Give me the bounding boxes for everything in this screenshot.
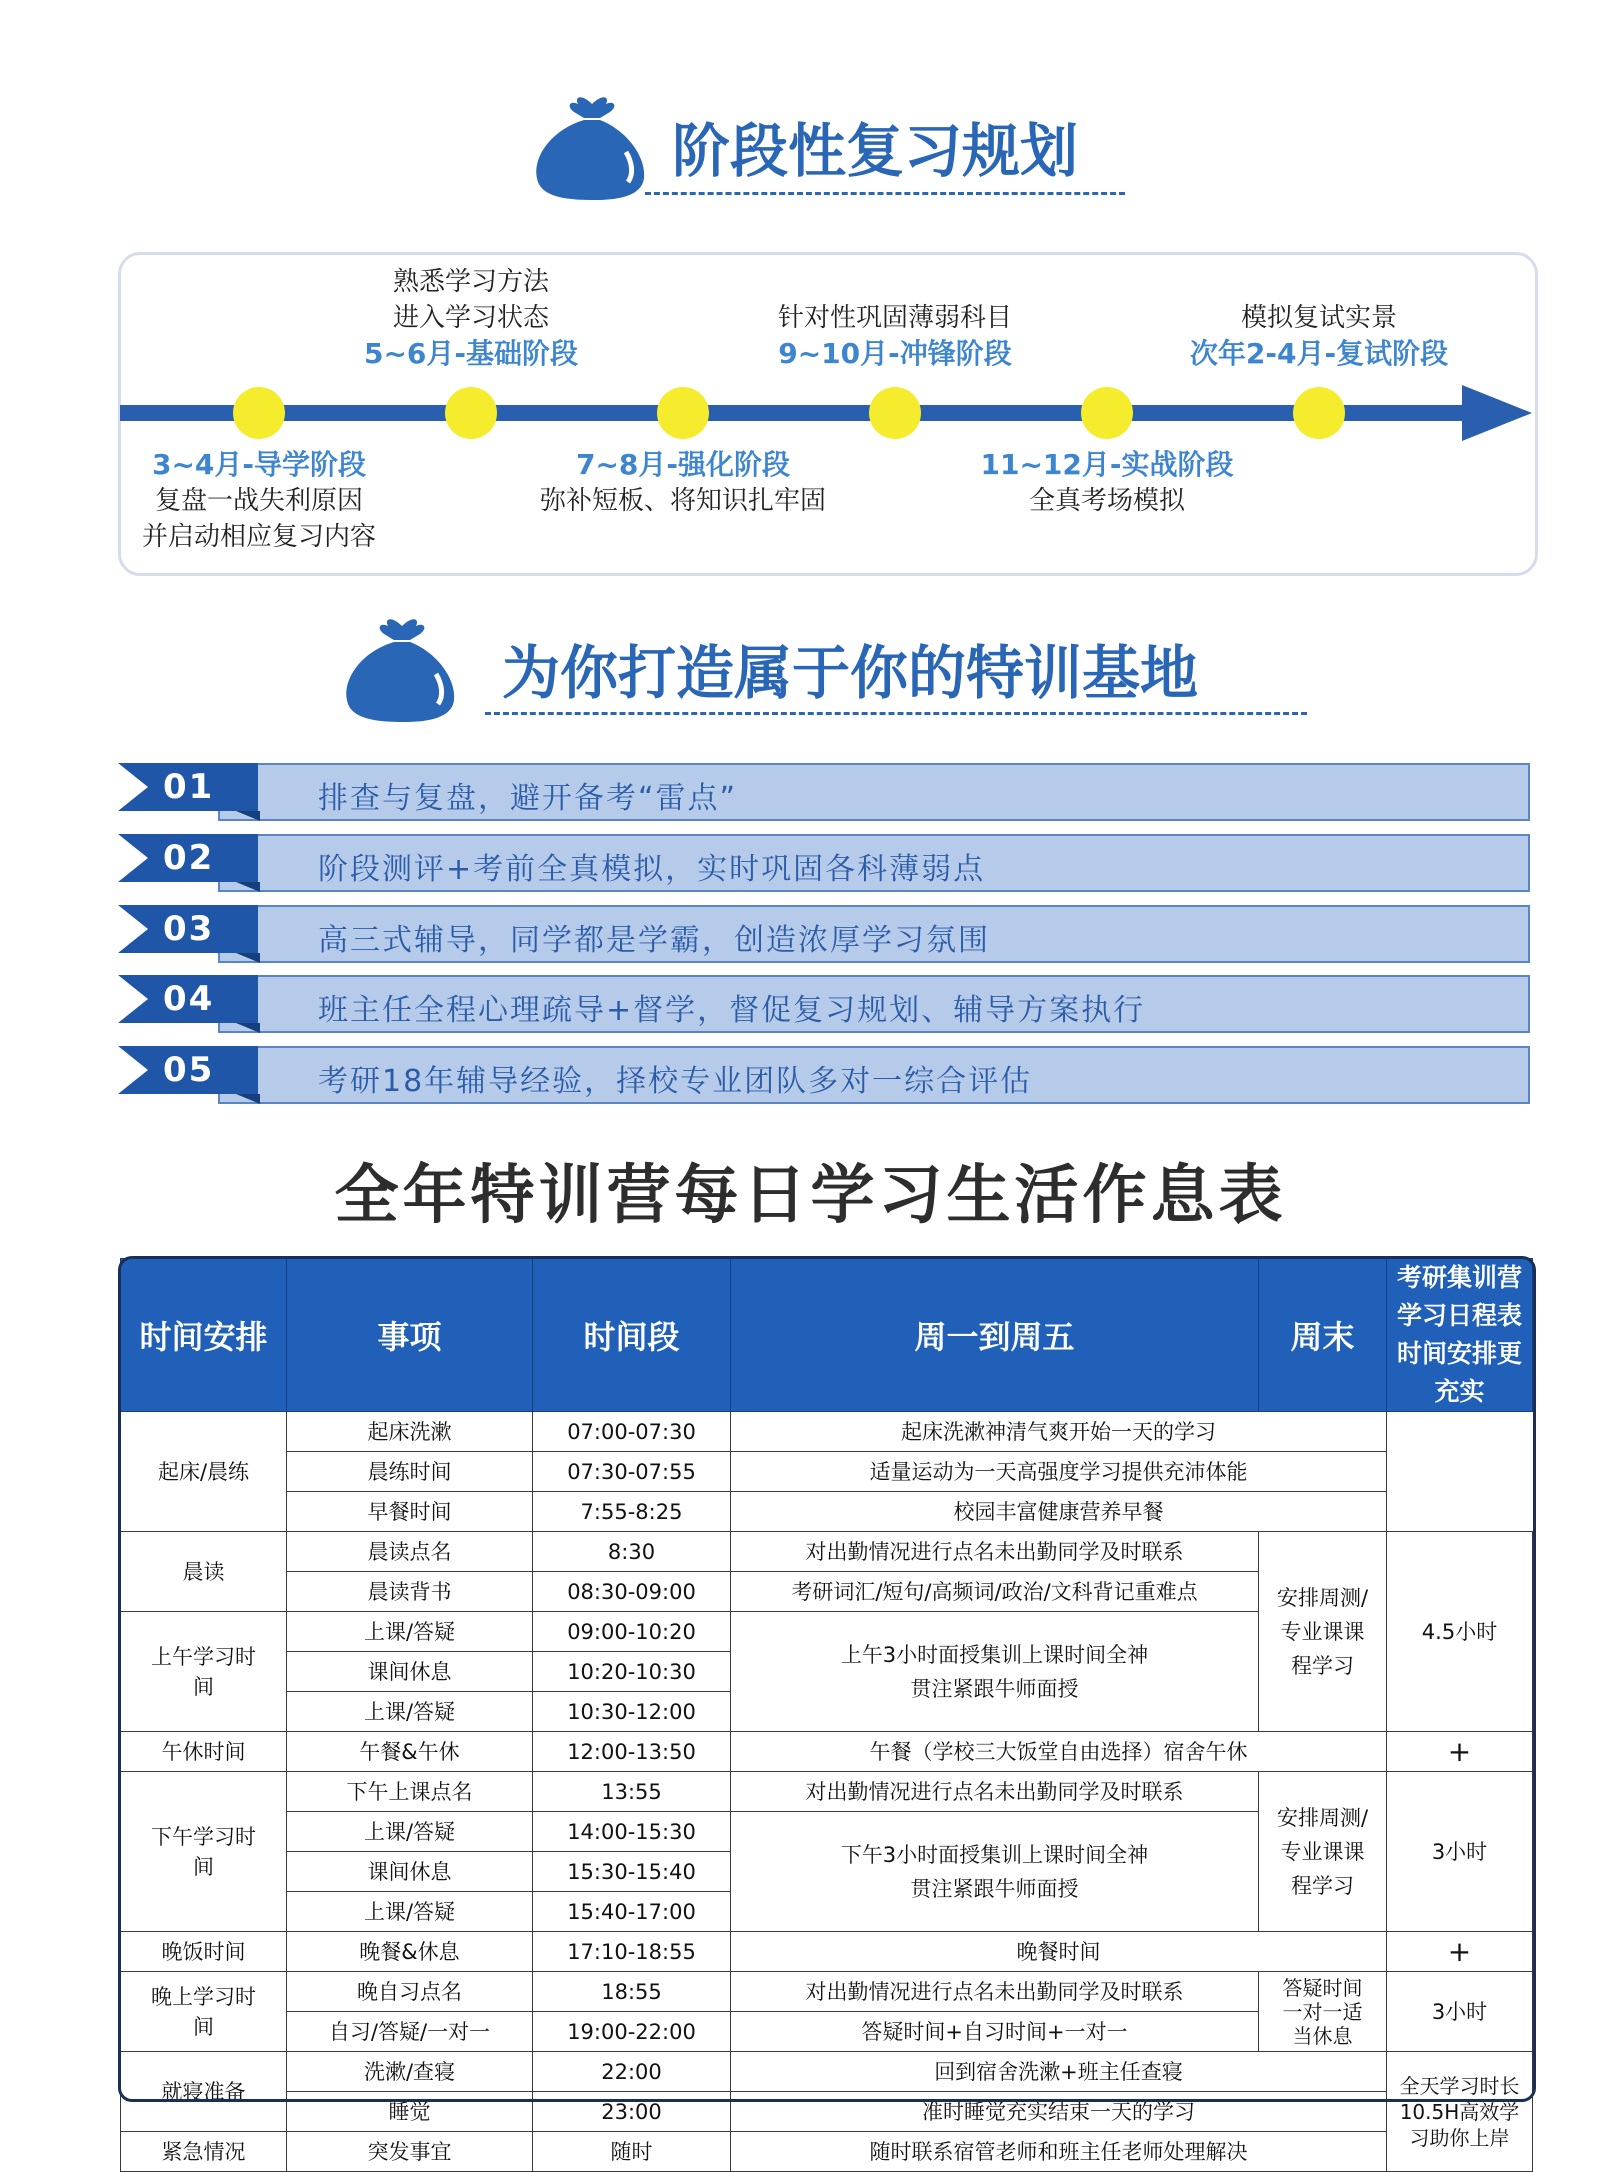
- timeline-stage-top: [725, 300, 1065, 372]
- table-row: [121, 1772, 1533, 1812]
- time-group: 午休时间: [121, 1732, 287, 1772]
- item-cell: 午餐&午休: [287, 1732, 533, 1772]
- feature-bar: [118, 763, 1530, 821]
- stage-desc: 进入学习状态: [392, 303, 549, 333]
- stage-phase: 5~6月-基础阶段: [363, 337, 579, 370]
- time-cell: 17:10-18:55: [533, 1932, 731, 1972]
- time-cell: 15:40-17:00: [533, 1892, 731, 1932]
- stage-desc: 全真考场模拟: [1028, 486, 1185, 516]
- table-row: [121, 1972, 1533, 2012]
- column-header: 周末: [1259, 1259, 1387, 1412]
- table-row: [121, 1732, 1533, 1772]
- feature-text: 排查与复盘，避开备考“雷点”: [318, 781, 738, 816]
- item-cell: 课间休息: [287, 1652, 533, 1692]
- time-cell: 22:00: [533, 2052, 731, 2092]
- time-cell: 7:55-8:25: [533, 1492, 731, 1532]
- time-group: 紧急情况: [121, 2132, 287, 2172]
- item-cell: 课间休息: [287, 1852, 533, 1892]
- item-cell: 上课/答疑: [287, 1812, 533, 1852]
- stage-desc: 复盘一战失利原因: [154, 486, 363, 516]
- timeline-stage-bottom: [937, 447, 1277, 519]
- stage-desc: 弥补短板、将知识扎牢固: [539, 486, 826, 516]
- time-cell: 10:20-10:30: [533, 1652, 731, 1692]
- stage-desc: 并启动相应复习内容: [141, 522, 376, 552]
- money-bag-icon: [530, 90, 652, 202]
- stage-phase: 11~12月-实战阶段: [980, 448, 1234, 481]
- feature-number: 03: [163, 909, 215, 949]
- column-header: 时间安排: [121, 1259, 287, 1412]
- section-title-underline: [645, 192, 1125, 195]
- section-title-training-base: 为你打造属于你的特训基地: [502, 639, 1199, 707]
- table-row: [121, 1412, 1533, 1452]
- feature-text: 高三式辅导，同学都是学霸，创造浓厚学习氛围: [318, 923, 990, 958]
- table-row: [121, 2092, 1533, 2132]
- time-cell: 09:00-10:20: [533, 1612, 731, 1652]
- desc-cell: 对出勤情况进行点名未出勤同学及时联系: [731, 1532, 1259, 1572]
- summary-cell: 全天学习时长10.5H高效学习助你上岸: [1387, 2052, 1533, 2172]
- item-cell: 突发事宜: [287, 2132, 533, 2172]
- table-header-row: [121, 1259, 1533, 1412]
- time-cell: 12:00-13:50: [533, 1732, 731, 1772]
- item-cell: 晨读背书: [287, 1572, 533, 1612]
- desc-cell: 适量运动为一天高强度学习提供充沛体能: [731, 1452, 1387, 1492]
- table-row: [121, 2132, 1533, 2172]
- desc-cell: 校园丰富健康营养早餐: [731, 1492, 1387, 1532]
- weekend-cell: 答疑时间一对一适当休息: [1259, 1972, 1387, 2052]
- time-cell: 07:00-07:30: [533, 1412, 731, 1452]
- time-group: 起床/晨练: [121, 1412, 287, 1532]
- timeline-stage-top: [1149, 300, 1489, 372]
- time-cell: 15:30-15:40: [533, 1852, 731, 1892]
- item-cell: 上课/答疑: [287, 1692, 533, 1732]
- time-cell: 随时: [533, 2132, 731, 2172]
- item-cell: 起床洗漱: [287, 1412, 533, 1452]
- table-row: [121, 1532, 1533, 1572]
- column-header: 事项: [287, 1259, 533, 1412]
- item-cell: 洗漱/查寝: [287, 2052, 533, 2092]
- column-header: 时间段: [533, 1259, 731, 1412]
- hours-cell: 4.5小时: [1387, 1532, 1533, 1732]
- weekend-cell: 安排周测/专业课课程学习: [1259, 1772, 1387, 1932]
- desc-cell: 随时联系宿管老师和班主任老师处理解决: [731, 2132, 1387, 2172]
- section-title-review-plan: 阶段性复习规划: [672, 117, 1079, 185]
- hours-cell: 3小时: [1387, 1972, 1533, 2052]
- desc-cell: 起床洗漱神清气爽开始一天的学习: [731, 1412, 1387, 1452]
- table-row: [121, 1492, 1533, 1532]
- stage-phase: 9~10月-冲锋阶段: [778, 337, 1012, 370]
- feature-bar: [118, 905, 1530, 963]
- stage-phase: 7~8月-强化阶段: [575, 448, 791, 481]
- timeline-stage-bottom: [513, 447, 853, 519]
- hours-cell: 3小时: [1387, 1772, 1533, 1932]
- feature-bar: [118, 975, 1530, 1033]
- stage-phase: 3~4月-导学阶段: [151, 448, 367, 481]
- desc-cell: 晚餐时间: [731, 1932, 1387, 1972]
- item-cell: 晚自习点名: [287, 1972, 533, 2012]
- schedule-table: [120, 1258, 1533, 2172]
- table-row: [121, 2052, 1533, 2092]
- stage-phase: 次年2-4月-复试阶段: [1189, 337, 1449, 370]
- timeline-track: [120, 405, 1470, 421]
- side-note: 考研集训营学习日程表时间安排更充实: [1387, 1259, 1533, 1412]
- timeline-stage-bottom: [89, 447, 429, 555]
- weekend-cell: 安排周测/专业课课程学习: [1259, 1532, 1387, 1732]
- time-group: 上午学习时间: [121, 1612, 287, 1732]
- time-cell: 10:30-12:00: [533, 1692, 731, 1732]
- time-group: 下午学习时间: [121, 1772, 287, 1932]
- feature-text: 班主任全程心理疏导+督学，督促复习规划、辅导方案执行: [318, 993, 1146, 1028]
- desc-cell: 下午3小时面授集训上课时间全神贯注紧跟牛师面授: [731, 1812, 1259, 1932]
- section-title-underline: [485, 712, 1307, 715]
- time-cell: 19:00-22:00: [533, 2012, 731, 2052]
- feature-bar: [118, 1046, 1530, 1104]
- desc-cell: 午餐（学校三大饭堂自由选择）宿舍午休: [731, 1732, 1387, 1772]
- timeline-arrow-icon: [1462, 385, 1532, 441]
- item-cell: 下午上课点名: [287, 1772, 533, 1812]
- feature-text: 考研18年辅导经验，择校专业团队多对一综合评估: [318, 1064, 1033, 1099]
- timeline-dot: [1293, 387, 1345, 439]
- time-group: 就寝准备: [121, 2052, 287, 2132]
- money-bag-icon: [340, 612, 462, 724]
- time-cell: 08:30-09:00: [533, 1572, 731, 1612]
- feature-number: 02: [163, 838, 215, 878]
- stage-desc: 针对性巩固薄弱科目: [777, 303, 1012, 333]
- feature-number: 04: [163, 979, 215, 1019]
- item-cell: 上课/答疑: [287, 1892, 533, 1932]
- plus-icon: +: [1387, 1932, 1533, 1972]
- timeline-dot: [445, 387, 497, 439]
- table-row: [121, 1452, 1533, 1492]
- time-cell: 13:55: [533, 1772, 731, 1812]
- timeline-dot: [657, 387, 709, 439]
- plus-icon: +: [1387, 1732, 1533, 1772]
- stage-desc: 模拟复试实景: [1240, 303, 1397, 333]
- item-cell: 早餐时间: [287, 1492, 533, 1532]
- schedule-title: 全年特训营每日学习生活作息表: [334, 1159, 1287, 1233]
- table-row: [121, 1932, 1533, 1972]
- feature-bar: [118, 834, 1530, 892]
- column-header: 周一到周五: [731, 1259, 1259, 1412]
- item-cell: 上课/答疑: [287, 1612, 533, 1652]
- time-cell: 8:30: [533, 1532, 731, 1572]
- time-cell: 23:00: [533, 2092, 731, 2132]
- time-cell: 18:55: [533, 1972, 731, 2012]
- timeline-dot: [1081, 387, 1133, 439]
- desc-cell: 对出勤情况进行点名未出勤同学及时联系: [731, 1972, 1259, 2012]
- time-cell: 07:30-07:55: [533, 1452, 731, 1492]
- stage-desc: 熟悉学习方法: [392, 267, 549, 297]
- timeline-dot: [233, 387, 285, 439]
- time-group: 晚上学习时间: [121, 1972, 287, 2052]
- item-cell: 睡觉: [287, 2092, 533, 2132]
- timeline-stage-top: [301, 264, 641, 372]
- item-cell: 晨练时间: [287, 1452, 533, 1492]
- desc-cell: 对出勤情况进行点名未出勤同学及时联系: [731, 1772, 1259, 1812]
- item-cell: 晨读点名: [287, 1532, 533, 1572]
- item-cell: 自习/答疑/一对一: [287, 2012, 533, 2052]
- timeline-dot: [869, 387, 921, 439]
- desc-cell: 答疑时间+自习时间+一对一: [731, 2012, 1259, 2052]
- feature-number: 05: [163, 1050, 215, 1090]
- feature-number: 01: [163, 767, 215, 807]
- desc-cell: 准时睡觉充实结束一天的学习: [731, 2092, 1387, 2132]
- time-cell: 14:00-15:30: [533, 1812, 731, 1852]
- item-cell: 晚餐&休息: [287, 1932, 533, 1972]
- desc-cell: 上午3小时面授集训上课时间全神贯注紧跟牛师面授: [731, 1612, 1259, 1732]
- time-group: 晚饭时间: [121, 1932, 287, 1972]
- desc-cell: 考研词汇/短句/高频词/政治/文科背记重难点: [731, 1572, 1259, 1612]
- desc-cell: 回到宿舍洗漱+班主任查寝: [731, 2052, 1387, 2092]
- feature-text: 阶段测评+考前全真模拟，实时巩固各科薄弱点: [318, 852, 986, 887]
- time-group: 晨读: [121, 1532, 287, 1612]
